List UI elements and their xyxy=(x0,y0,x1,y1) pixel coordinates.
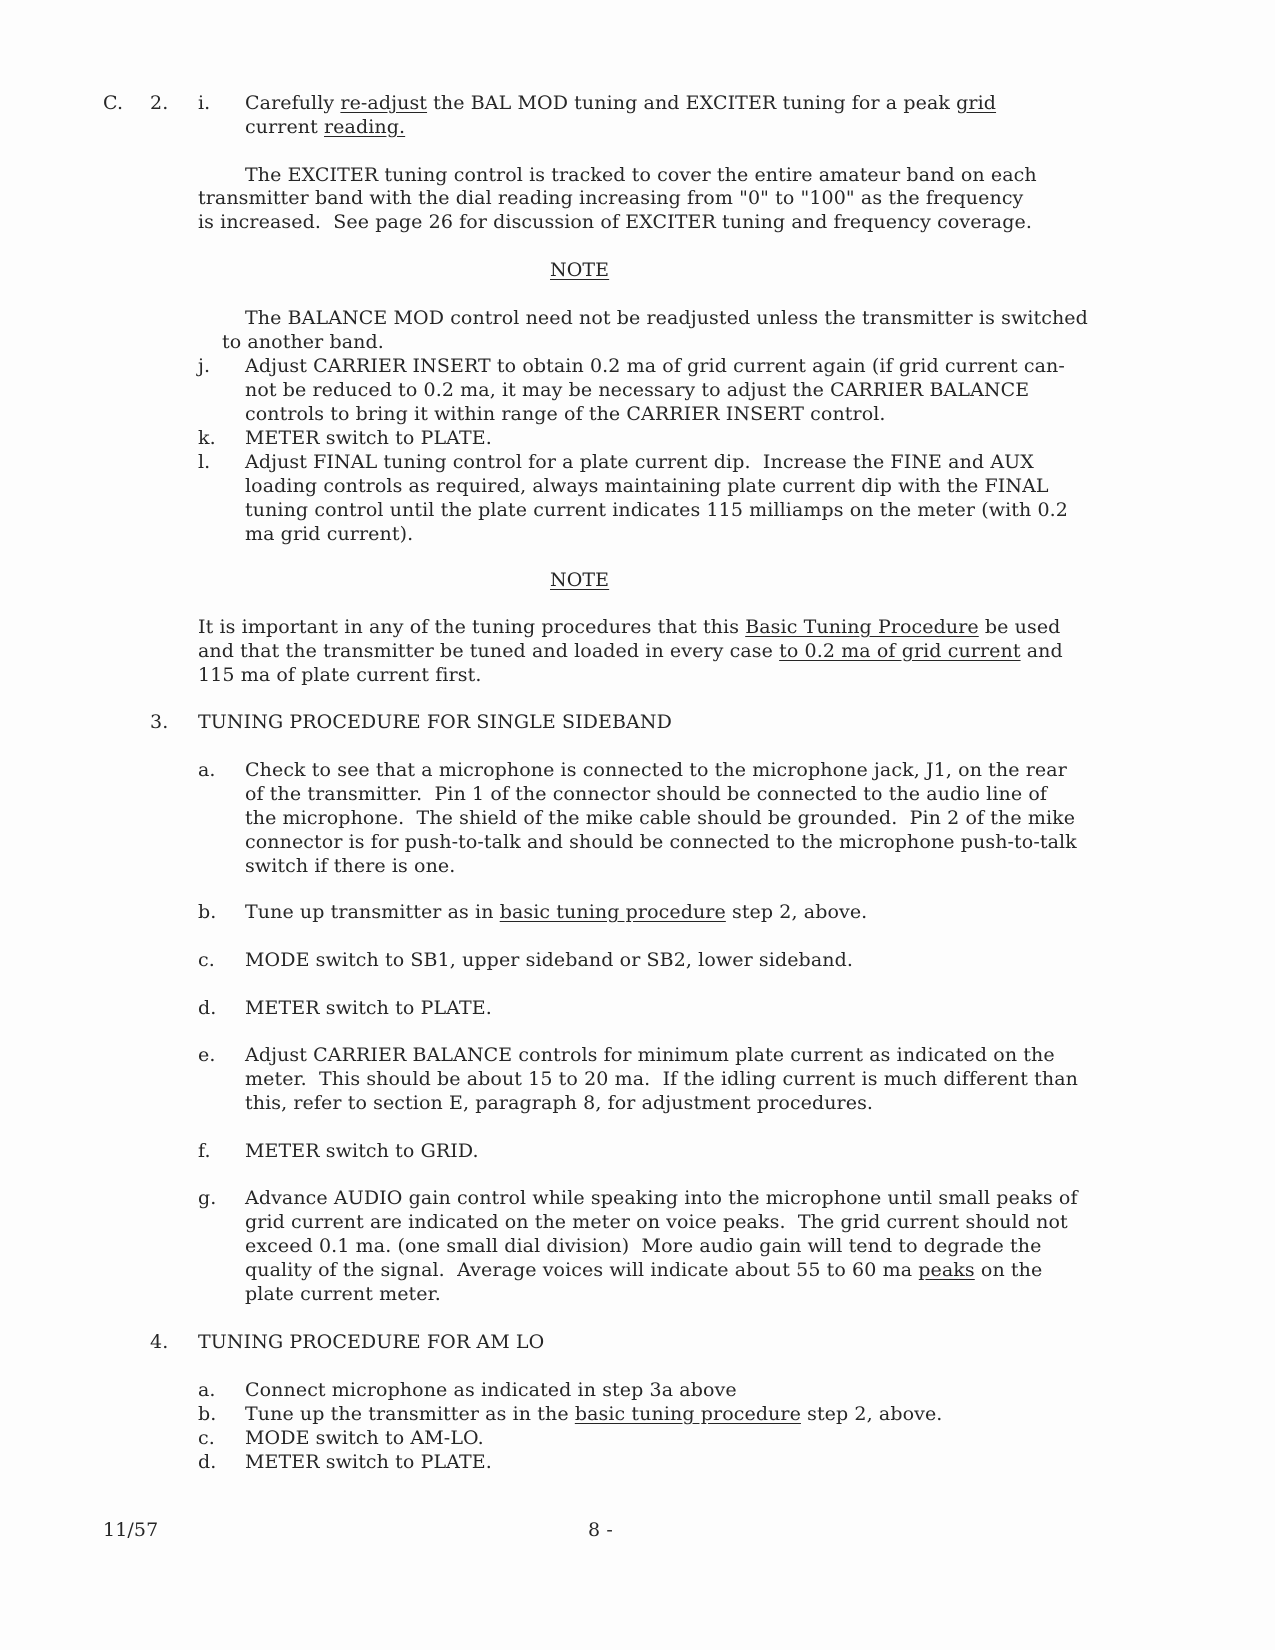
item-label: j. xyxy=(198,355,211,377)
item-label: k. xyxy=(198,427,216,449)
note-heading xyxy=(550,568,609,592)
underlined-text: NOTE xyxy=(550,569,610,591)
item-label: b. xyxy=(198,1403,217,1425)
text-segment: and xyxy=(1020,640,1063,662)
item-text-line: meter. This should be about 15 to 20 ma. If the idling current is much different than xyxy=(245,1068,1078,1090)
text-segment: the BAL MOD tuning and EXCITER tuning for a peak xyxy=(427,92,957,114)
underlined-text: basic tuning procedure xyxy=(499,901,726,923)
underlined-text: grid xyxy=(956,92,997,114)
note-heading xyxy=(550,258,609,282)
step-number: 3. xyxy=(150,711,169,733)
item-text-line: Advance AUDIO gain control while speaking into the microphone until small peaks of xyxy=(245,1187,1078,1209)
section-title: TUNING PROCEDURE FOR AM LO xyxy=(198,1331,545,1353)
item-text-line: Adjust CARRIER BALANCE controls for minimum plate current as indicated on the xyxy=(245,1044,1055,1066)
paragraph-line: 115 ma of plate current first. xyxy=(198,664,482,686)
paragraph-line: to another band. xyxy=(222,331,384,353)
paragraph-line: The EXCITER tuning control is tracked to cover the entire amateur band on each xyxy=(245,164,1037,186)
item-label: a. xyxy=(198,1379,216,1401)
item-text-line xyxy=(245,1402,942,1426)
underlined-text: to 0.2 ma of grid current xyxy=(779,640,1021,662)
text-segment: step 2, above. xyxy=(800,1403,943,1425)
page-number: 8 - xyxy=(588,1519,613,1541)
item-label: d. xyxy=(198,997,217,1019)
item-text-line: connector is for push-to-talk and should be connected to the microphone push-to-talk xyxy=(245,831,1077,853)
item-text-line: the microphone. The shield of the mike cable should be grounded. Pin 2 of the mike xyxy=(245,807,1076,829)
item-text-line: ma grid current). xyxy=(245,523,414,545)
item-text-line: METER switch to GRID. xyxy=(245,1140,479,1162)
underlined-text: basic tuning procedure xyxy=(574,1403,801,1425)
underlined-text: re-adjust xyxy=(340,92,428,114)
item-label: l. xyxy=(198,451,211,473)
text-segment: on the xyxy=(974,1259,1043,1281)
item-text-line: METER switch to PLATE. xyxy=(245,1451,492,1473)
item-text-line: MODE switch to SB1, upper sideband or SB2, lower sideband. xyxy=(245,949,853,971)
item-text-line: loading controls as required, always maintaining plate current dip with the FINAL xyxy=(245,475,1049,497)
item-label: d. xyxy=(198,1451,217,1473)
item-label: c. xyxy=(198,1427,215,1449)
underlined-text: reading. xyxy=(324,116,406,138)
footer-date: 11/57 xyxy=(103,1519,159,1541)
text-segment: be used xyxy=(978,616,1061,638)
item-text-line: Adjust CARRIER INSERT to obtain 0.2 ma of grid current again (if grid current can- xyxy=(245,355,1065,377)
step-number: 4. xyxy=(150,1331,169,1353)
item-text-line xyxy=(245,1258,1042,1282)
step-number: 2. xyxy=(150,92,169,114)
item-label: f. xyxy=(198,1140,211,1162)
item-text-line: tuning control until the plate current indicates 115 milliamps on the meter (with 0.2 xyxy=(245,499,1068,521)
item-text-line: not be reduced to 0.2 ma, it may be necessary to adjust the CARRIER BALANCE xyxy=(245,379,1030,401)
paragraph-line: transmitter band with the dial reading increasing from "0" to "100" as the frequency xyxy=(198,187,1024,209)
item-text-line: of the transmitter. Pin 1 of the connector should be connected to the audio line of xyxy=(245,783,1047,805)
item-text-line: METER switch to PLATE. xyxy=(245,427,492,449)
underlined-text: peaks xyxy=(918,1259,975,1281)
text-segment: Carefully xyxy=(245,92,341,114)
item-text-line: controls to bring it within range of the CARRIER INSERT control. xyxy=(245,403,886,425)
item-label: b. xyxy=(198,901,217,923)
item-label: a. xyxy=(198,759,216,781)
item-text-line: exceed 0.1 ma. (one small dial division) More audio gain will tend to degrade the xyxy=(245,1235,1042,1257)
text-segment: current xyxy=(245,116,324,138)
item-label: g. xyxy=(198,1187,217,1209)
section-label: C. xyxy=(103,92,124,114)
section-title: TUNING PROCEDURE FOR SINGLE SIDEBAND xyxy=(198,711,672,733)
item-label: e. xyxy=(198,1044,216,1066)
item-label: i. xyxy=(198,92,211,114)
item-text-line: MODE switch to AM-LO. xyxy=(245,1427,484,1449)
item-text-line: Adjust FINAL tuning control for a plate current dip. Increase the FINE and AUX xyxy=(245,451,1034,473)
underlined-text: Basic Tuning Procedure xyxy=(745,616,979,638)
item-text-line xyxy=(245,91,996,115)
text-segment: and that the transmitter be tuned and loaded in every case xyxy=(198,640,780,662)
paragraph-line xyxy=(198,615,1060,639)
paragraph-line: The BALANCE MOD control need not be readjusted unless the transmitter is switched xyxy=(245,307,1088,329)
text-segment: step 2, above. xyxy=(725,901,868,923)
item-label: c. xyxy=(198,949,215,971)
text-segment: Tune up the transmitter as in the xyxy=(245,1403,575,1425)
text-segment: Tune up transmitter as in xyxy=(245,901,500,923)
item-text-line: this, refer to section E, paragraph 8, for adjustment procedures. xyxy=(245,1092,874,1114)
text-segment: quality of the signal. Average voices will indicate about 55 to 60 ma xyxy=(245,1259,919,1281)
item-text-line: grid current are indicated on the meter on voice peaks. The grid current should not xyxy=(245,1211,1068,1233)
item-text-line: Connect microphone as indicated in step 3a above xyxy=(245,1379,737,1401)
item-text-line xyxy=(245,900,867,924)
paragraph-line xyxy=(198,639,1063,663)
text-segment: It is important in any of the tuning procedures that this xyxy=(198,616,746,638)
item-text-line: Check to see that a microphone is connected to the microphone jack, J1, on the rear xyxy=(245,759,1067,781)
paragraph-line: is increased. See page 26 for discussion of EXCITER tuning and frequency coverage. xyxy=(198,211,1032,233)
item-text-line: METER switch to PLATE. xyxy=(245,997,492,1019)
item-text-line: plate current meter. xyxy=(245,1283,441,1305)
item-text-line: switch if there is one. xyxy=(245,855,456,877)
underlined-text: NOTE xyxy=(550,259,610,281)
item-text-line xyxy=(245,115,405,139)
